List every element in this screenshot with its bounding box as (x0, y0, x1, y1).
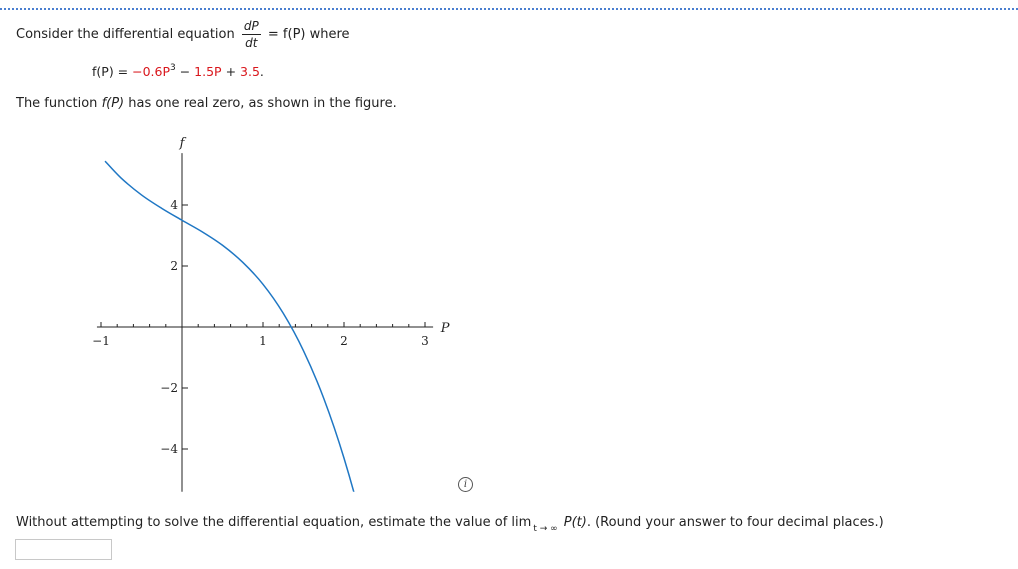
f-curve-series (105, 161, 413, 500)
y-tick-label: 2 (170, 259, 178, 273)
equation-end: . (259, 64, 264, 79)
zero-text-fp: f(P) (101, 96, 125, 111)
fraction-numerator: dP (243, 19, 259, 33)
equation-lhs: f(P) = (92, 64, 133, 79)
y-tick-label: 4 (170, 198, 178, 212)
x-axis-label: P (440, 321, 450, 336)
estimate-question (16, 515, 884, 534)
equation-term-2: 1.5P (194, 64, 222, 79)
y-tick-label: −4 (160, 442, 178, 456)
function-graph (80, 130, 460, 500)
zero-statement (16, 96, 397, 111)
top-dotted-rule (0, 8, 1018, 10)
fraction-denominator: dt (245, 36, 258, 50)
equation-exponent: 3 (170, 63, 176, 73)
equals-fp-text: = f(P) where (267, 27, 350, 42)
x-tick-label: −1 (92, 334, 110, 348)
dp-dt-fraction (242, 20, 261, 49)
estimate-pt: P(t) (559, 515, 587, 530)
x-tick-label: 1 (259, 334, 267, 348)
x-tick-label: 2 (340, 334, 348, 348)
function-equation (92, 63, 264, 79)
x-tick-label: 3 (421, 334, 429, 348)
zero-text-1: The function (16, 96, 102, 111)
y-tick-label: −2 (160, 381, 178, 395)
estimate-text: Without attempting to solve the differential equation, estimate the value of lim (16, 515, 532, 530)
equation-term-3: 3.5 (240, 64, 260, 79)
info-icon[interactable]: i (458, 477, 473, 492)
intro-text: Consider the differential equation (16, 27, 235, 42)
equation-op-2: + (221, 64, 241, 79)
y-axis-label: f (179, 136, 185, 152)
answer-input[interactable] (15, 539, 112, 560)
limit-subscript: t → ∞ (533, 524, 558, 534)
equation-op-1: − (175, 64, 195, 79)
question-intro-line (16, 20, 350, 49)
zero-text-2: has one real zero, as shown in the figure. (124, 96, 397, 111)
equation-term-1: −0.6P (132, 64, 171, 79)
estimate-tail: . (Round your answer to four decimal places.) (586, 515, 884, 530)
